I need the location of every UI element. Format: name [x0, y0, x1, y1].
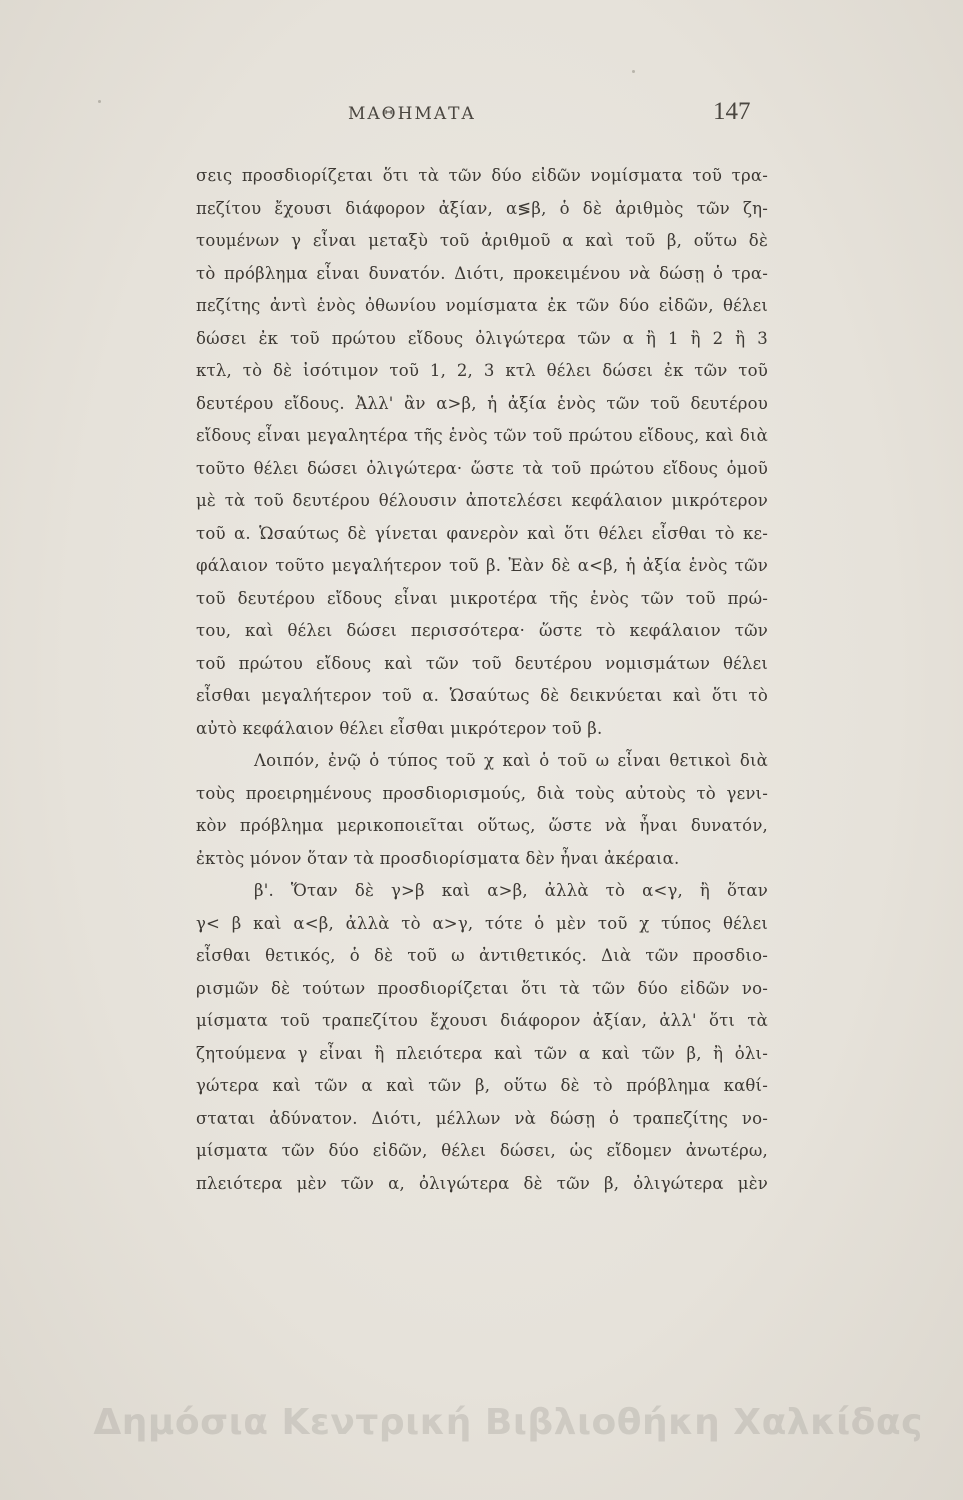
text-line: δώσει ἐκ τοῦ πρώτου εἴδους ὀλιγώτερα τῶν α ἢ 1 ἢ 2 ἢ 3 — [196, 328, 768, 348]
paragraph-start-line: Λοιπόν, ἐνῷ ὁ τύπος τοῦ χ καὶ ὁ τοῦ ω εἶναι θετικοὶ διὰ — [254, 751, 768, 770]
library-watermark: Δημόσια Κεντρική Βιβλιοθήκη Χαλκίδας — [93, 1402, 923, 1443]
text-line: ἐκτὸς μόνον ὅταν τὰ προσδιορίσματα δὲν ἦναι ἀκέραια. — [196, 848, 680, 868]
text-line: αὐτὸ κεφάλαιον θέλει εἶσθαι μικρότερον τοῦ β. — [196, 718, 603, 738]
text-line: πεζίτου ἔχουσι διάφορον ἀξίαν, α≶β, ὁ δὲ ἀριθμὸς τῶν ζη- — [196, 198, 768, 218]
text-line: μίσματα τοῦ τραπεζίτου ἔχουσι διάφορον ἀξίαν, ἀλλ' ὅτι τὰ — [196, 1011, 768, 1030]
running-title: ΜΑΘΗΜΑΤΑ — [348, 104, 476, 124]
text-line: κτλ, τὸ δὲ ἰσότιμον τοῦ 1, 2, 3 κτλ θέλει δώσει ἐκ τῶν τοῦ — [196, 361, 768, 380]
text-line: εἶσθαι μεγαλήτερον τοῦ α. Ὡσαύτως δὲ δεικνύεται καὶ ὅτι τὸ — [196, 686, 768, 705]
text-line: ρισμῶν δὲ τούτων προσδιορίζεται ὅτι τὰ τῶν δύο εἰδῶν νο- — [196, 978, 768, 998]
text-line: κὸν πρόβλημα μερικοποιεῖται οὕτως, ὥστε νὰ ἦναι δυνατόν, — [196, 816, 768, 835]
text-line: σεις προσδιορίζεται ὅτι τὰ τῶν δύο εἰδῶν νομίσματα τοῦ τρα- — [196, 166, 768, 185]
text-line: ζητούμενα γ εἶναι ἢ πλειότερα καὶ τῶν α καὶ τῶν β, ἢ ὀλι- — [196, 1043, 768, 1063]
text-line: γ< β καὶ α<β, ἀλλὰ τὸ α>γ, τότε ὁ μὲν τοῦ χ τύπος θέλει — [196, 913, 768, 933]
page-number: 147 — [713, 98, 751, 125]
paragraph-start-line: β'. Ὅταν δὲ γ>β καὶ α>β, ἀλλὰ τὸ α<γ, ἢ ὅταν — [254, 881, 768, 900]
text-line: μίσματα τῶν δύο εἰδῶν, θέλει δώσει, ὡς εἴδομεν ἀνωτέρω, — [196, 1141, 768, 1160]
text-line: τοὺς προειρημένους προσδιορισμούς, διὰ τοὺς αὐτοὺς τὸ γενι- — [196, 783, 768, 803]
text-line: τουμένων γ εἶναι μεταξὺ τοῦ ἀριθμοῦ α καὶ τοῦ β, οὕτω δὲ — [196, 231, 768, 250]
text-line: τοῦτο θέλει δώσει ὀλιγώτερα· ὥστε τὰ τοῦ πρώτου εἴδους ὁμοῦ — [196, 458, 768, 478]
text-line: του, καὶ θέλει δώσει περισσότερα· ὥστε τὸ κεφάλαιον τῶν — [196, 621, 768, 640]
paper-speck — [632, 70, 635, 73]
text-line: τὸ πρόβλημα εἶναι δυνατόν. Διότι, προκειμένου νὰ δώσῃ ὁ τρα- — [196, 263, 768, 283]
text-line: φάλαιον τοῦτο μεγαλήτερον τοῦ β. Ἐὰν δὲ α<β, ἡ ἀξία ἑνὸς τῶν — [196, 556, 768, 575]
text-line: εἴδους εἶναι μεγαλητέρα τῆς ἑνὸς τῶν τοῦ πρώτου εἴδους, καὶ διὰ — [196, 426, 768, 445]
text-line: γώτερα καὶ τῶν α καὶ τῶν β, οὕτω δὲ τὸ πρόβλημα καθί- — [196, 1076, 768, 1095]
text-line: πεζίτης ἀντὶ ἑνὸς ὀθωνίου νομίσματα ἐκ τῶν δύο εἰδῶν, θέλει — [196, 296, 768, 315]
body-text — [196, 160, 768, 1200]
text-line: δευτέρου εἴδους. Ἀλλ' ἂν α>β, ἡ ἀξία ἑνὸς τῶν τοῦ δευτέρου — [196, 393, 768, 413]
text-line: εἶσθαι θετικός, ὁ δὲ τοῦ ω ἀντιθετικός. Διὰ τῶν προσδιο- — [196, 946, 768, 965]
text-line: μὲ τὰ τοῦ δευτέρου θέλουσιν ἀποτελέσει κεφάλαιον μικρότερον — [196, 491, 768, 510]
text-line: πλειότερα μὲν τῶν α, ὀλιγώτερα δὲ τῶν β, ὀλιγώτερα μὲν — [196, 1173, 768, 1193]
text-line: τοῦ πρώτου εἴδους καὶ τῶν τοῦ δευτέρου νομισμάτων θέλει — [196, 653, 768, 673]
paper-speck — [98, 100, 101, 103]
page-header — [0, 98, 963, 128]
text-line: τοῦ δευτέρου εἴδους εἶναι μικροτέρα τῆς ἑνὸς τῶν τοῦ πρώ- — [196, 588, 768, 608]
text-line: σταται ἀδύνατον. Διότι, μέλλων νὰ δώσῃ ὁ τραπεζίτης νο- — [196, 1108, 768, 1128]
text-line: τοῦ α. Ὡσαύτως δὲ γίνεται φανερὸν καὶ ὅτι θέλει εἶσθαι τὸ κε- — [196, 523, 768, 543]
